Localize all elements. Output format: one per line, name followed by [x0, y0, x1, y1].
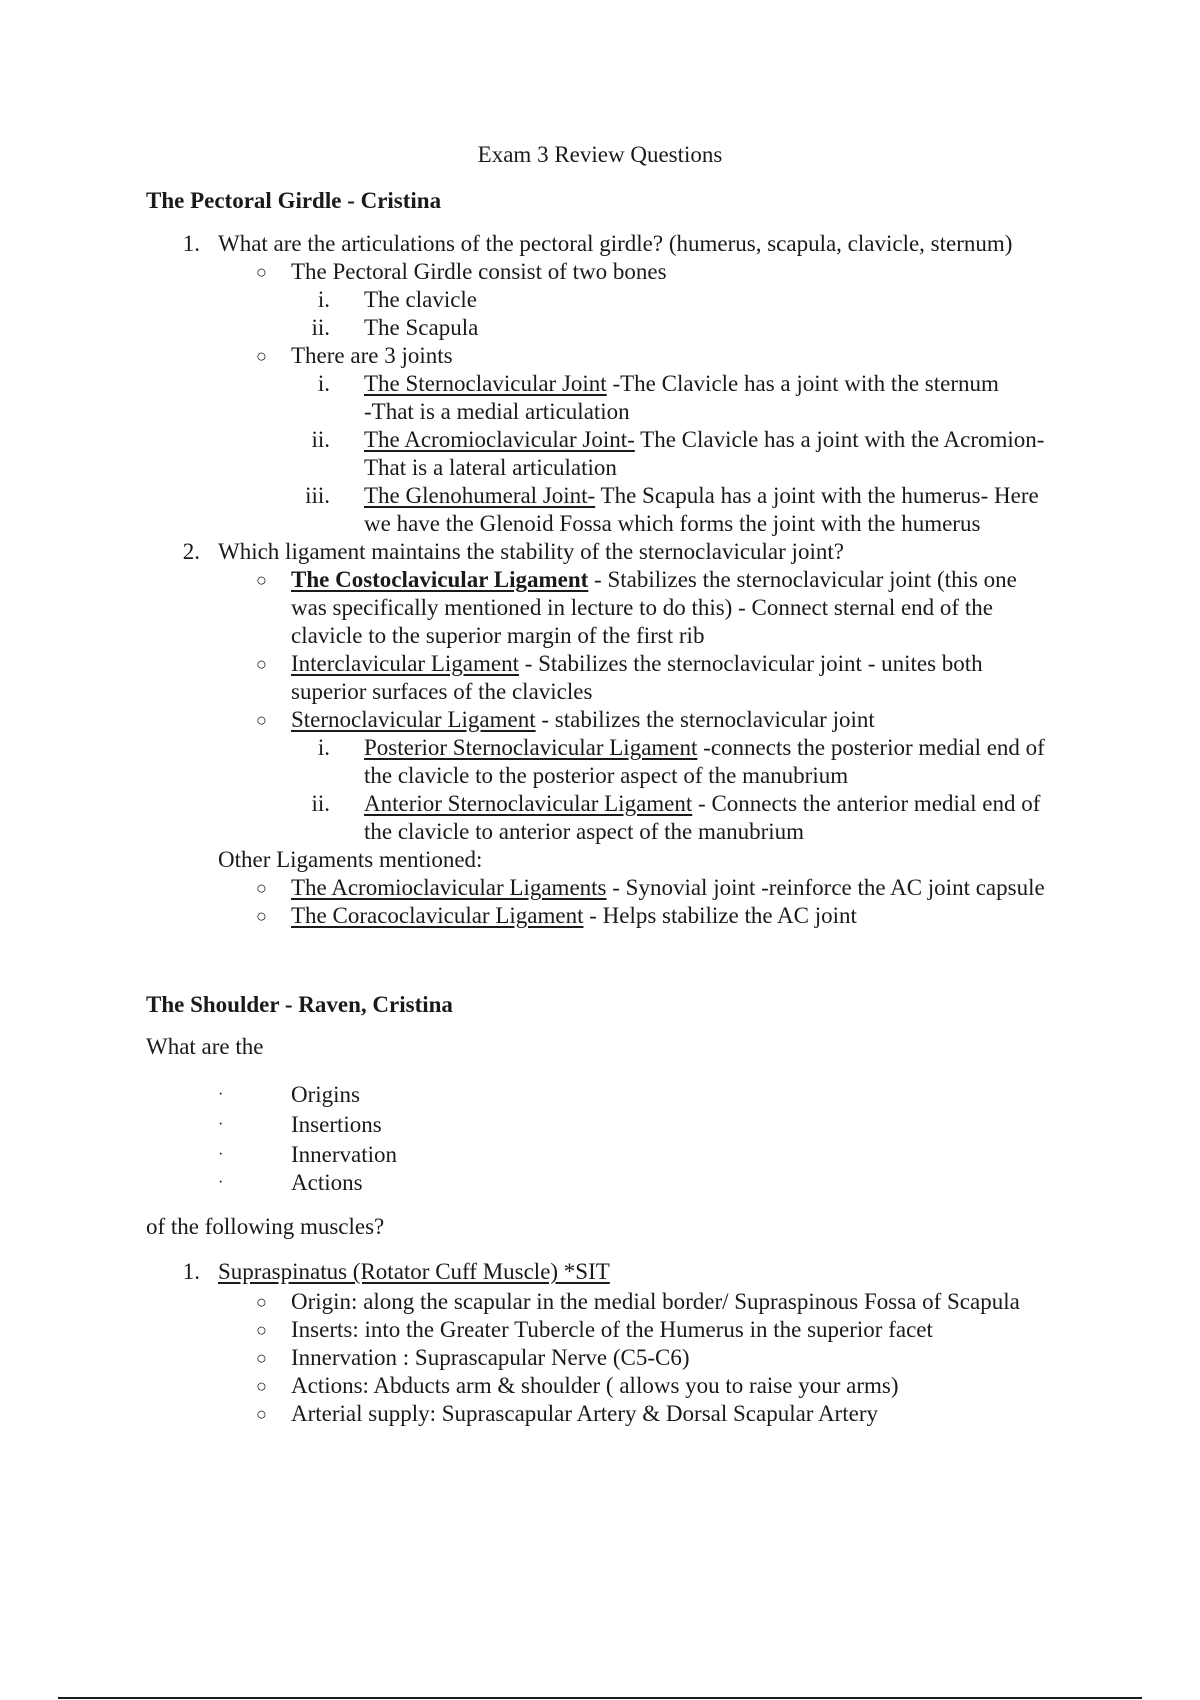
list-item: Innervation	[291, 1142, 398, 1167]
roman-numeral: iii.	[305, 483, 330, 508]
roman-numeral: ii.	[311, 427, 330, 452]
underlined-term: The Sternoclavicular Joint	[364, 371, 607, 396]
question-text: Which ligament maintains the stability of the sternoclavicular joint?	[218, 539, 844, 564]
roman-numeral: i.	[317, 371, 330, 396]
question-number: 2.	[182, 539, 200, 564]
hollow-bullet-icon: ○	[256, 878, 267, 898]
underlined-term: Sternoclavicular Ligament	[291, 707, 536, 732]
bullet-continuation: clavicle to the superior margin of the first rib	[291, 623, 705, 648]
bullet-text	[291, 874, 1045, 902]
item-description: - Synovial joint -reinforce the AC joint capsule	[606, 875, 1045, 900]
bullet-text	[291, 566, 1017, 594]
bullet-text: Actions: Abducts arm & shoulder ( allows you to raise your arms)	[291, 1373, 899, 1398]
underlined-term: The Acromioclavicular Ligaments	[291, 875, 607, 900]
bullet-text: The Pectoral Girdle consist of two bones	[291, 259, 667, 284]
list-item	[364, 482, 1039, 510]
list-item	[364, 370, 999, 398]
bullet-text: Origin: along the scapular in the medial border/ Supraspinous Fossa of Scapula	[291, 1289, 1020, 1314]
list-item: Insertions	[291, 1112, 382, 1137]
bullet-text	[291, 902, 857, 930]
item-description: - Connects the anterior medial end of	[692, 791, 1041, 816]
bullet-text	[291, 650, 983, 678]
intro-text: What are the	[146, 1034, 264, 1059]
list-item	[364, 426, 1044, 454]
roman-numeral: ii.	[311, 315, 330, 340]
item-description: The Clavicle has a joint with the Acromion-	[634, 427, 1045, 452]
question-number: 1.	[182, 1259, 200, 1284]
subsection-label: Other Ligaments mentioned:	[218, 847, 483, 872]
list-item: Origins	[291, 1082, 360, 1107]
hollow-bullet-icon: ○	[256, 1376, 267, 1396]
hollow-bullet-icon: ○	[256, 1320, 267, 1340]
muscle-title: Supraspinatus (Rotator Cuff Muscle) *SIT	[218, 1259, 610, 1284]
list-item-continuation: we have the Glenoid Fossa which forms the joint with the humerus	[364, 511, 981, 536]
bullet-text: Innervation : Suprascapular Nerve (C5-C6)	[291, 1345, 690, 1370]
list-item-continuation: That is a lateral articulation	[364, 455, 617, 480]
bullet-text: Arterial supply: Suprascapular Artery & Dorsal Scapular Artery	[291, 1401, 878, 1426]
list-item: The clavicle	[364, 287, 478, 312]
footer-rule	[58, 1697, 1142, 1699]
list-item: Actions	[291, 1170, 363, 1195]
hollow-bullet-icon: ○	[256, 1348, 267, 1368]
document-title: Exam 3 Review Questions	[477, 142, 723, 167]
hollow-bullet-icon: ○	[256, 906, 267, 926]
underlined-term: Interclavicular Ligament	[291, 651, 519, 676]
dot-bullet-icon: ·	[218, 1086, 224, 1103]
bullet-text	[291, 706, 875, 734]
underlined-term: The Glenohumeral Joint-	[364, 483, 596, 508]
item-description: - Stabilizes the sternoclavicular joint (this one	[588, 567, 1017, 592]
hollow-bullet-icon: ○	[256, 654, 267, 674]
hollow-bullet-icon: ○	[256, 710, 267, 730]
dot-bullet-icon: ·	[218, 1116, 224, 1133]
bullet-continuation: superior surfaces of the clavicles	[291, 679, 593, 704]
item-description: - stabilizes the sternoclavicular joint	[535, 707, 875, 732]
list-item-continuation: -That is a medial articulation	[364, 399, 630, 424]
section-heading-shoulder: The Shoulder - Raven, Cristina	[146, 992, 453, 1017]
hollow-bullet-icon: ○	[256, 570, 267, 590]
hollow-bullet-icon: ○	[256, 262, 267, 282]
item-description: -The Clavicle has a joint with the sternum	[606, 371, 999, 396]
roman-numeral: ii.	[311, 791, 330, 816]
item-description: -connects the posterior medial end of	[697, 735, 1045, 760]
underlined-term: The Acromioclavicular Joint-	[364, 427, 635, 452]
list-item	[364, 734, 1045, 762]
list-item-continuation: the clavicle to the posterior aspect of the manubrium	[364, 763, 849, 788]
list-item: The Scapula	[364, 315, 479, 340]
hollow-bullet-icon: ○	[256, 1292, 267, 1312]
dot-bullet-icon: ·	[218, 1174, 224, 1191]
hollow-bullet-icon: ○	[256, 1404, 267, 1424]
question-number: 1.	[182, 231, 200, 256]
underlined-term: The Costoclavicular Ligament	[291, 567, 589, 592]
question-text: What are the articulations of the pectoral girdle? (humerus, scapula, clavicle, sternum)	[218, 231, 1013, 256]
section-heading-pectoral-girdle: The Pectoral Girdle - Cristina	[146, 188, 442, 213]
item-description: - Stabilizes the sternoclavicular joint - unites both	[518, 651, 983, 676]
underlined-term: Anterior Sternoclavicular Ligament	[364, 791, 693, 816]
underlined-term: The Coracoclavicular Ligament	[291, 903, 584, 928]
roman-numeral: i.	[317, 735, 330, 760]
bullet-continuation: was specifically mentioned in lecture to do this) - Connect sternal end of the	[291, 595, 993, 620]
outro-text: of the following muscles?	[146, 1214, 385, 1239]
bullet-text: There are 3 joints	[291, 343, 453, 368]
hollow-bullet-icon: ○	[256, 346, 267, 366]
underlined-term: Posterior Sternoclavicular Ligament	[364, 735, 698, 760]
dot-bullet-icon: ·	[218, 1146, 224, 1163]
list-item	[364, 790, 1040, 818]
item-description: The Scapula has a joint with the humerus- Here	[595, 483, 1039, 508]
bullet-text: Inserts: into the Greater Tubercle of the Humerus in the superior facet	[291, 1317, 933, 1342]
list-item-continuation: the clavicle to anterior aspect of the manubrium	[364, 819, 805, 844]
item-description: - Helps stabilize the AC joint	[583, 903, 857, 928]
roman-numeral: i.	[317, 287, 330, 312]
